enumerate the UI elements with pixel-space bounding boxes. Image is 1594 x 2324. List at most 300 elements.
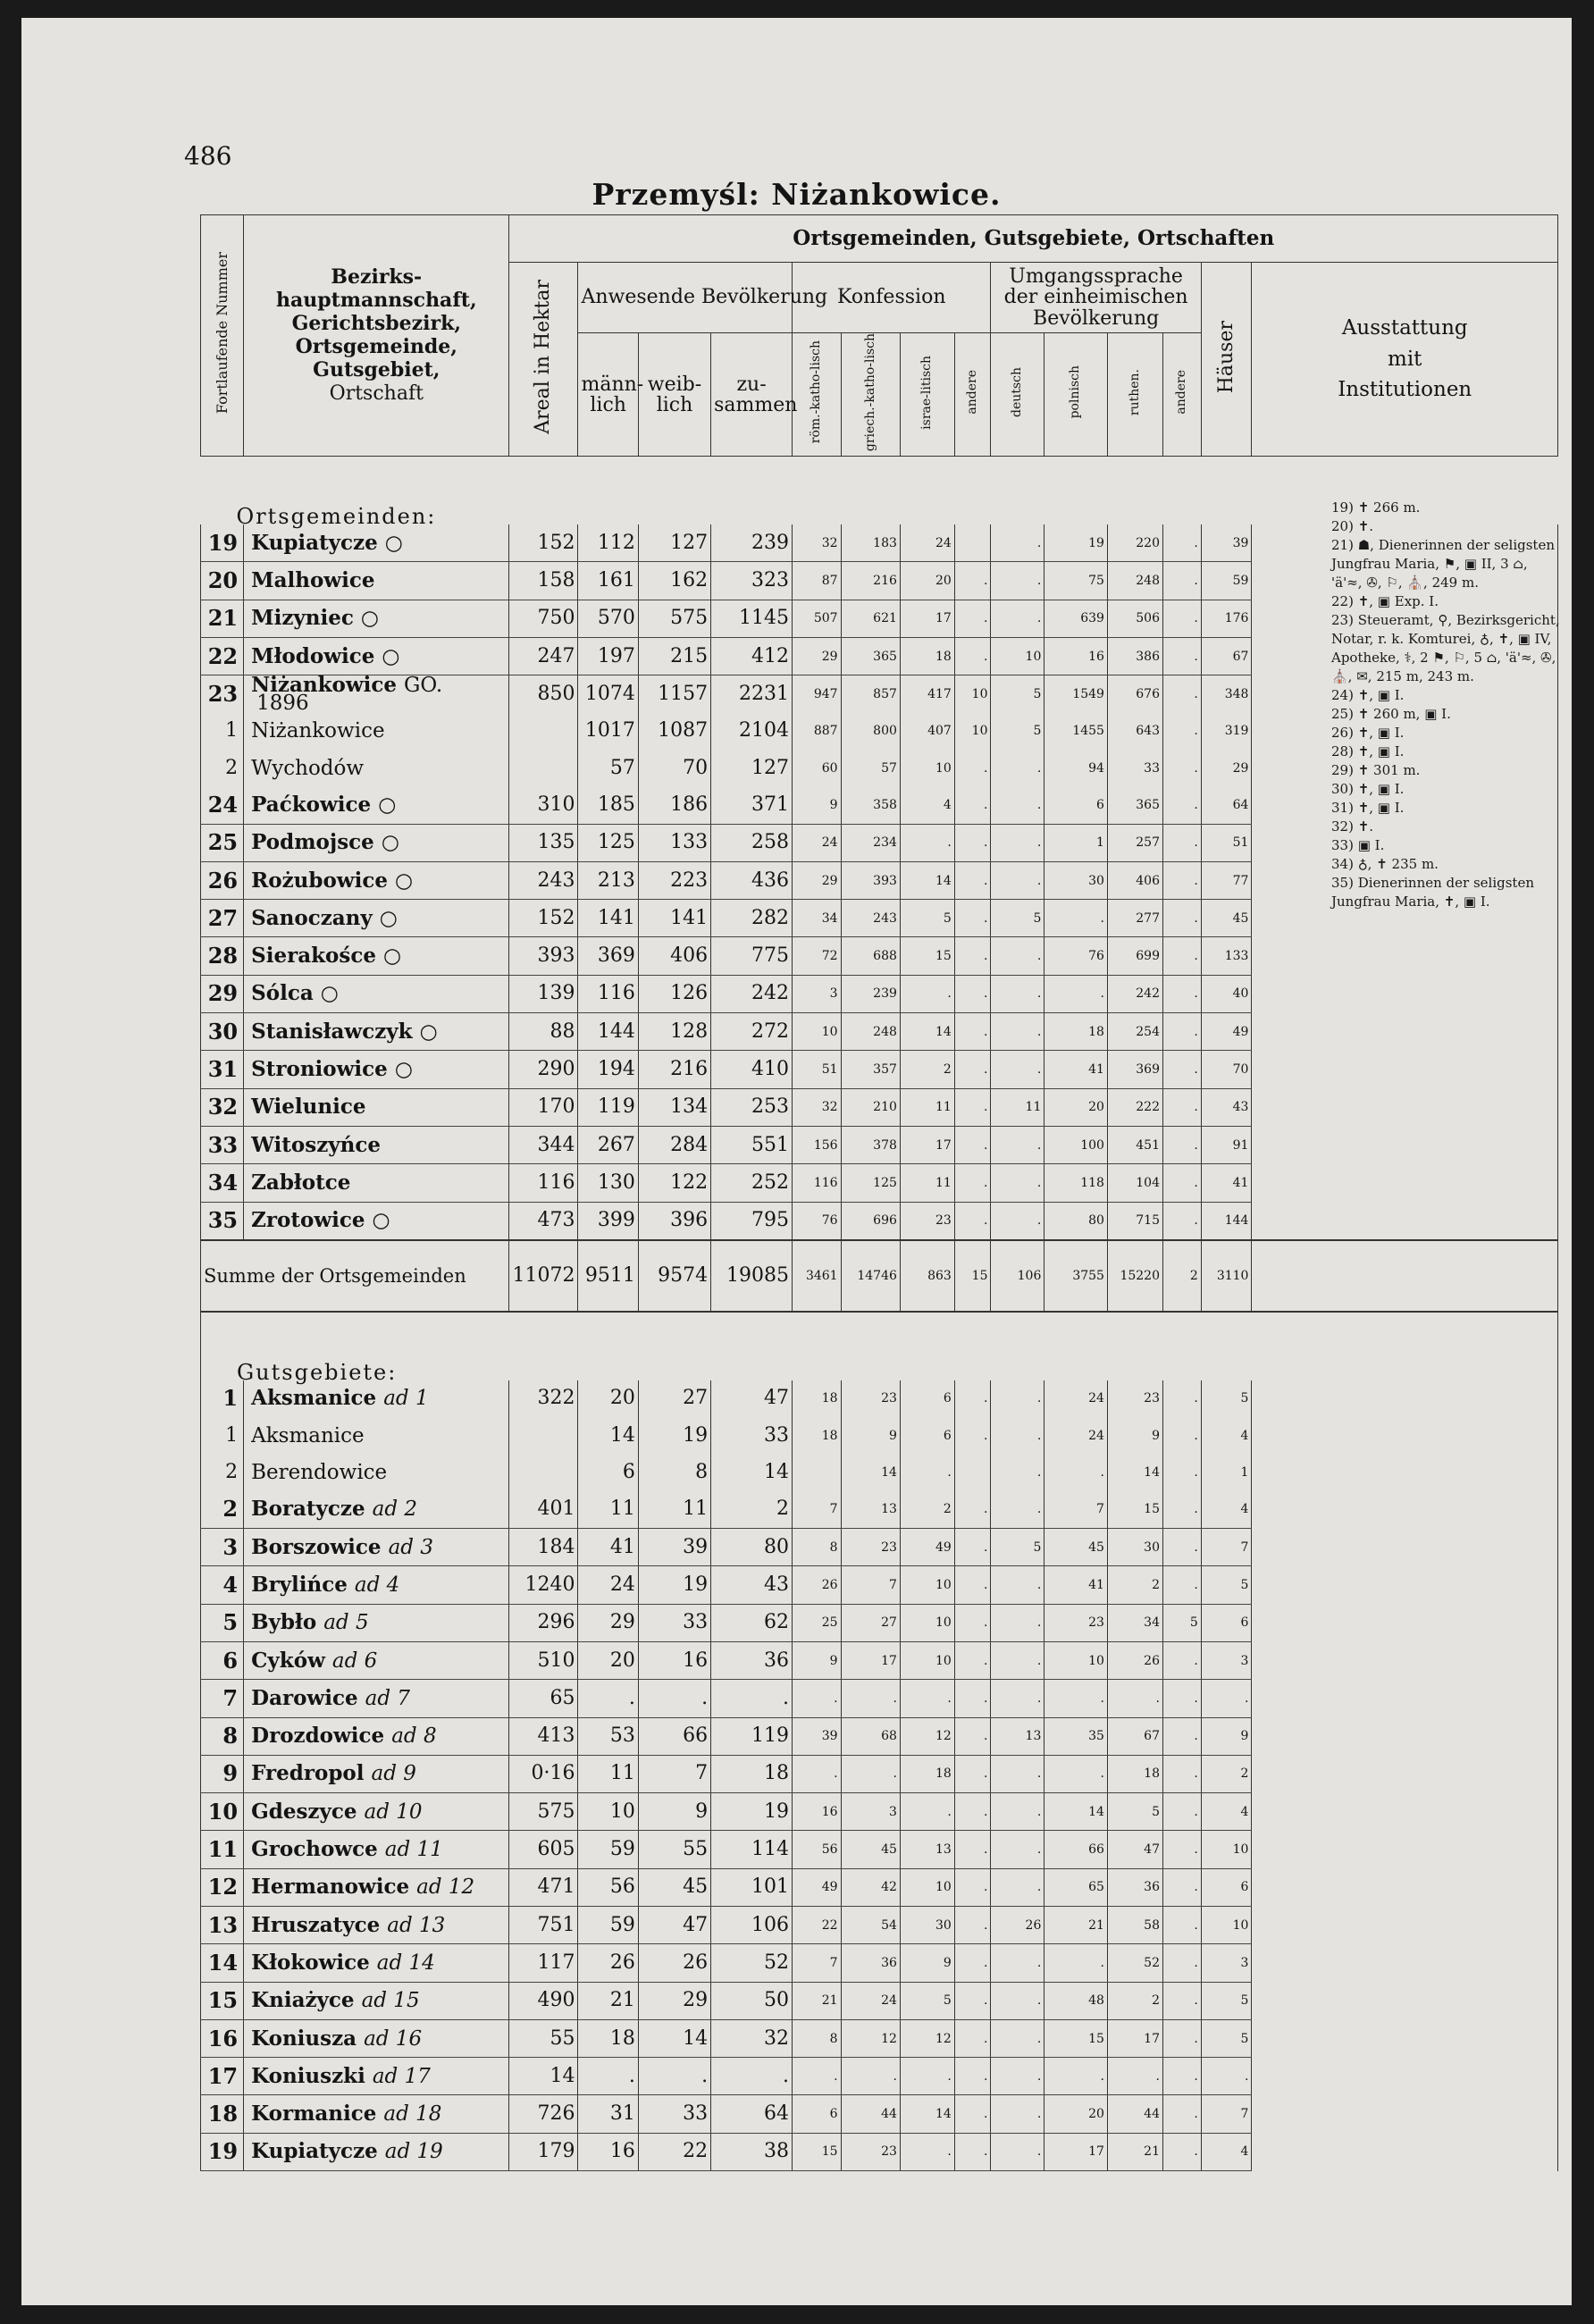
cell-pl: 75 [1044, 562, 1108, 600]
cell-w: 1157 [638, 675, 710, 713]
place-name [244, 1906, 509, 1943]
cell-isr: 12 [900, 1717, 954, 1755]
row-number: 17 [201, 2058, 244, 2095]
cell-gk: 621 [841, 600, 900, 637]
place-ad: ad 6 [331, 1649, 378, 1673]
row-number: 19 [201, 2133, 244, 2170]
place-name-text: Stanisławczyk [251, 1019, 413, 1044]
cell-ak: . [954, 638, 991, 675]
cell-ak: . [954, 2133, 991, 2170]
cell-h: 4 [1201, 1417, 1252, 1454]
cell-au: . [1162, 2019, 1201, 2057]
place-ad: ad 14 [376, 1951, 435, 1975]
cell-ausstattung [1252, 1755, 1558, 1792]
cell-au: . [1162, 562, 1201, 600]
table-row [201, 1944, 1558, 1982]
cell-h: 10 [1201, 1831, 1252, 1868]
cell-ak: . [954, 900, 991, 937]
cell-ru: 406 [1107, 861, 1162, 899]
cell-de: . [991, 2133, 1044, 2170]
cell-ausstattung [1252, 1417, 1558, 1454]
place-name-text: Boratycze [251, 1497, 365, 1522]
cell-ak: . [954, 824, 991, 861]
cell-ak: . [954, 1982, 991, 2019]
cell-areal: 473 [509, 1202, 578, 1240]
cell-de: . [991, 1380, 1044, 1417]
place-name [244, 2095, 509, 2133]
cell-h: 7 [1201, 1529, 1252, 1566]
cell-h: 29 [1201, 750, 1252, 786]
place-ad: ad 2 [372, 1498, 418, 1522]
cell-h: 9 [1201, 1717, 1252, 1755]
cell-gk: 12 [841, 2019, 900, 2057]
cell-m: 16 [578, 2133, 638, 2170]
cell-rk: 56 [793, 1831, 842, 1868]
note-entry: 24) ✝, ▣ I. [1331, 687, 1405, 703]
table-row [201, 1529, 1558, 1566]
cell-pl: 19 [1044, 524, 1108, 562]
cell-rk: . [793, 2058, 842, 2095]
cell-m: 21 [578, 1982, 638, 2019]
page-number: 486 [184, 141, 232, 171]
place-name [244, 1013, 509, 1051]
cell-rk: 8 [793, 1529, 842, 1566]
cell-rk: 7 [793, 1491, 842, 1529]
cell-rk: 72 [793, 937, 842, 975]
cell-gk: . [841, 2058, 900, 2095]
cell-rk: 15 [793, 2133, 842, 2170]
place-name-text: Niżankowice [251, 673, 398, 698]
cell-z: 19 [711, 1793, 793, 1831]
summe-rk: 3461 [793, 1240, 842, 1312]
cell-w: 126 [638, 975, 710, 1012]
cell-rk: 18 [793, 1417, 842, 1454]
row-number: 1 [201, 1417, 244, 1454]
place-name [244, 673, 509, 716]
place-name-text: Brylińce [251, 1572, 348, 1597]
cell-areal: 1240 [509, 1566, 578, 1604]
cell-h: 59 [1201, 562, 1252, 600]
cell-au: . [1162, 975, 1201, 1012]
cell-m: 197 [578, 638, 638, 675]
row-number: 30 [201, 1013, 244, 1051]
cell-de: . [991, 937, 1044, 975]
table-row [201, 2058, 1558, 2095]
cell-gk: 234 [841, 824, 900, 861]
cell-rk: 32 [793, 524, 842, 562]
cell-ru: 52 [1107, 1944, 1162, 1982]
header-nummer: Fortlaufende Nummer [201, 215, 244, 457]
place-name-text: Paćkowice [251, 792, 372, 817]
row-number: 15 [201, 1982, 244, 2019]
cell-h: 133 [1201, 937, 1252, 975]
cell-areal: 751 [509, 1906, 578, 1943]
place-name [244, 2058, 509, 2095]
cell-z: 252 [711, 1164, 793, 1202]
cell-rk: 26 [793, 1566, 842, 1604]
cell-z: 775 [711, 937, 793, 975]
cell-areal: 179 [509, 2133, 578, 2170]
table-row [201, 1793, 1558, 1831]
cell-ak: . [954, 562, 991, 600]
header-weiblich: weib- lich [638, 333, 710, 457]
cell-w: 33 [638, 1604, 710, 1641]
cell-w: 162 [638, 562, 710, 600]
cell-rk: 87 [793, 562, 842, 600]
cell-isr: . [900, 1680, 954, 1717]
cell-areal: 605 [509, 1831, 578, 1868]
cell-ru: 47 [1107, 1831, 1162, 1868]
place-ad: ad 19 [384, 2140, 443, 2164]
cell-areal: 116 [509, 1164, 578, 1202]
cell-w: 575 [638, 600, 710, 637]
row-number: 26 [201, 861, 244, 899]
cell-z: 52 [711, 1944, 793, 1982]
table-row [201, 1417, 1558, 1454]
cell-m: . [578, 1680, 638, 1717]
cell-au: . [1162, 713, 1201, 750]
cell-pl: 20 [1044, 2095, 1108, 2133]
cell-rk: 947 [793, 675, 842, 713]
cell-ak: . [954, 1793, 991, 1831]
cell-z: 1145 [711, 600, 793, 637]
cell-de: . [991, 786, 1044, 824]
place-ad: ad 9 [371, 1762, 416, 1786]
header-deutsch: deutsch [991, 333, 1044, 457]
cell-ausstattung [1252, 1717, 1558, 1755]
header-areal: Areal in Hektar [509, 263, 578, 457]
cell-isr: . [900, 824, 954, 861]
cell-h: 1 [1201, 1454, 1252, 1490]
place-name [244, 2133, 509, 2170]
cell-au: . [1162, 1013, 1201, 1051]
place-name-text: Podmojsce [251, 830, 374, 855]
cell-m: 399 [578, 1202, 638, 1240]
cell-ru: 676 [1107, 675, 1162, 713]
cell-de: . [991, 1454, 1044, 1490]
cell-rk: 9 [793, 786, 842, 824]
place-name-text: Rożubowice [251, 868, 388, 893]
cell-ru: 17 [1107, 2019, 1162, 2057]
table-row [201, 1566, 1558, 1604]
cell-au: . [1162, 786, 1201, 824]
row-number: 24 [201, 786, 244, 824]
cell-ru: 242 [1107, 975, 1162, 1012]
cell-z: 436 [711, 861, 793, 899]
cell-w: 29 [638, 1982, 710, 2019]
cell-z: 62 [711, 1604, 793, 1641]
row-number: 18 [201, 2095, 244, 2133]
cell-w: 406 [638, 937, 710, 975]
cell-m: 1074 [578, 675, 638, 713]
cell-h: . [1201, 1680, 1252, 1717]
cell-rk: 116 [793, 1164, 842, 1202]
cell-au: . [1162, 1906, 1201, 1943]
place-name [244, 1126, 509, 1163]
cell-ausstattung [1252, 1013, 1558, 1051]
cell-gk: 23 [841, 2133, 900, 2170]
cell-ru: 254 [1107, 1013, 1162, 1051]
summe-row [201, 1240, 1558, 1312]
cell-m: 59 [578, 1906, 638, 1943]
cell-gk: 125 [841, 1164, 900, 1202]
row-number: 23 [201, 675, 244, 713]
place-name [244, 1417, 509, 1454]
header-zusammen: zu- sammen [711, 333, 793, 457]
cell-ak: . [954, 1755, 991, 1792]
cell-w: 26 [638, 1944, 710, 1982]
cell-h: 67 [1201, 638, 1252, 675]
cell-w: 22 [638, 2133, 710, 2170]
cell-de: . [991, 824, 1044, 861]
place-mark: ○ [378, 793, 397, 817]
cell-m: 10 [578, 1793, 638, 1831]
cell-w: 9 [638, 1793, 710, 1831]
cell-w: 133 [638, 824, 710, 861]
cell-areal: 401 [509, 1491, 578, 1529]
row-number: 27 [201, 900, 244, 937]
cell-m: 144 [578, 1013, 638, 1051]
cell-ru: 277 [1107, 900, 1162, 937]
cell-ak: . [954, 1831, 991, 1868]
cell-au: . [1162, 2058, 1201, 2095]
cell-isr: 10 [900, 750, 954, 786]
note-entry: 20) ✝. [1331, 518, 1374, 534]
cell-w: 186 [638, 786, 710, 824]
cell-ru: 44 [1107, 2095, 1162, 2133]
cell-h: 3 [1201, 1944, 1252, 1982]
cell-de: . [991, 1051, 1044, 1088]
cell-areal [509, 1454, 578, 1490]
cell-isr: 6 [900, 1417, 954, 1454]
place-mark: ○ [382, 644, 400, 668]
place-mark: ○ [419, 1019, 438, 1044]
cell-w: 55 [638, 1831, 710, 1868]
cell-areal: 117 [509, 1944, 578, 1982]
place-name-text: Drozdowice [251, 1724, 385, 1749]
cell-gk: 68 [841, 1717, 900, 1755]
cell-ak: . [954, 1566, 991, 1604]
cell-de: . [991, 1164, 1044, 1202]
place-name [244, 1202, 509, 1240]
table-row [201, 937, 1558, 975]
table-row [201, 1641, 1558, 1679]
cell-h: 348 [1201, 675, 1252, 713]
place-name [244, 1944, 509, 1982]
cell-ausstattung [1252, 1202, 1558, 1240]
section-ortsgemeinden: Ortsgemeinden: [236, 504, 437, 530]
cell-pl: 1 [1044, 824, 1108, 861]
cell-m: 570 [578, 600, 638, 637]
table-row [201, 975, 1558, 1012]
note-entry: 31) ✝, ▣ I. [1331, 800, 1405, 816]
cell-z: 80 [711, 1529, 793, 1566]
place-name [244, 638, 509, 675]
cell-pl: 118 [1044, 1164, 1108, 1202]
cell-m: 26 [578, 1944, 638, 1982]
cell-ak: 10 [954, 675, 991, 713]
header-haeuser: Häuser [1201, 263, 1252, 457]
cell-gk: 23 [841, 1529, 900, 1566]
cell-ru: . [1107, 2058, 1162, 2095]
cell-au: . [1162, 824, 1201, 861]
cell-m: 141 [578, 900, 638, 937]
cell-au: 5 [1162, 1604, 1201, 1641]
cell-ru: 220 [1107, 524, 1162, 562]
place-mark: ○ [394, 1057, 413, 1081]
cell-gk: 13 [841, 1491, 900, 1529]
place-name-text: Mizyniec [251, 606, 354, 631]
note-entry: 33) ▣ I. [1331, 837, 1385, 853]
place-name [244, 900, 509, 937]
cell-ausstattung [1252, 1088, 1558, 1126]
cell-isr: 11 [900, 1164, 954, 1202]
cell-h: 70 [1201, 1051, 1252, 1088]
cell-au: . [1162, 900, 1201, 937]
cell-ru: 2 [1107, 1982, 1162, 2019]
cell-h: 77 [1201, 861, 1252, 899]
place-name [244, 975, 509, 1012]
note-entry: 34) ♁, ✝ 235 m. [1331, 856, 1439, 872]
place-ad: ad 17 [372, 2064, 431, 2088]
cell-ausstattung [1252, 1982, 1558, 2019]
cell-ak [954, 1454, 991, 1490]
cell-w: 396 [638, 1202, 710, 1240]
cell-w: 11 [638, 1491, 710, 1529]
cell-isr: 30 [900, 1906, 954, 1943]
place-name-text: Wychodów [251, 756, 365, 780]
cell-de: 5 [991, 713, 1044, 750]
cell-areal: 344 [509, 1126, 578, 1163]
table-row [201, 1604, 1558, 1641]
place-name [244, 824, 509, 861]
summe-m: 9511 [578, 1240, 638, 1312]
cell-m: 11 [578, 1755, 638, 1792]
cell-ausstattung [1252, 1868, 1558, 1906]
header-ausstattung: Ausstattung mit Institutionen [1252, 263, 1558, 457]
row-number: 29 [201, 975, 244, 1012]
cell-areal: 310 [509, 786, 578, 824]
cell-w: . [638, 1680, 710, 1717]
cell-de: 10 [991, 638, 1044, 675]
cell-pl: 15 [1044, 2019, 1108, 2057]
cell-w: 223 [638, 861, 710, 899]
cell-pl: 24 [1044, 1417, 1108, 1454]
cell-w: 33 [638, 2095, 710, 2133]
cell-rk: 8 [793, 2019, 842, 2057]
ausstattung-notes [1331, 499, 1560, 911]
cell-isr: 12 [900, 2019, 954, 2057]
place-ad: ad 10 [364, 1800, 423, 1824]
cell-areal: 65 [509, 1680, 578, 1717]
cell-z: 33 [711, 1417, 793, 1454]
cell-gk: 9 [841, 1417, 900, 1454]
table-row [201, 1202, 1558, 1240]
cell-ru: 30 [1107, 1529, 1162, 1566]
place-name [244, 1051, 509, 1088]
cell-areal: 170 [509, 1088, 578, 1126]
cell-gk: 696 [841, 1202, 900, 1240]
cell-isr: 417 [900, 675, 954, 713]
cell-z: 43 [711, 1566, 793, 1604]
cell-z: 36 [711, 1641, 793, 1679]
cell-pl: 45 [1044, 1529, 1108, 1566]
cell-m: . [578, 2058, 638, 2095]
row-number: 19 [201, 524, 244, 562]
place-mark: ○ [394, 868, 414, 893]
cell-pl: 94 [1044, 750, 1108, 786]
place-ad: ad 1 [383, 1387, 429, 1411]
cell-isr: 10 [900, 1566, 954, 1604]
cell-h: 2 [1201, 1755, 1252, 1792]
cell-h: 41 [1201, 1164, 1252, 1202]
cell-pl: . [1044, 1454, 1108, 1490]
cell-ausstattung [1252, 1164, 1558, 1202]
note-entry: 29) ✝ 301 m. [1331, 762, 1421, 778]
cell-pl: 14 [1044, 1793, 1108, 1831]
place-name [244, 937, 509, 975]
cell-gk: 210 [841, 1088, 900, 1126]
cell-z: 18 [711, 1755, 793, 1792]
cell-w: . [638, 2058, 710, 2095]
cell-rk: 7 [793, 1944, 842, 1982]
cell-w: 215 [638, 638, 710, 675]
cell-ausstattung [1252, 1051, 1558, 1088]
note-entry: 19) ✝ 266 m. [1331, 499, 1421, 516]
place-name-text: Zrotowice [251, 1208, 365, 1233]
cell-gk: 57 [841, 750, 900, 786]
cell-z: 242 [711, 975, 793, 1012]
note-entry: 23) Steueramt, ⚲, Bezirksgericht, Notar, r. k. Komturei, ♁, ✝, ▣ IV, Apotheke, ⚕, 2 ⚑, ⚐, 5 ⌂, 'ä'≈, ✇, ⛪, ✉, 215 m, 243 m. [1331, 612, 1560, 684]
cell-ru: 58 [1107, 1906, 1162, 1943]
cell-isr: 6 [900, 1380, 954, 1417]
cell-z: 101 [711, 1868, 793, 1906]
cell-isr: 17 [900, 600, 954, 637]
cell-au: . [1162, 1831, 1201, 1868]
place-name [244, 1604, 509, 1641]
cell-m: 116 [578, 975, 638, 1012]
cell-isr: 5 [900, 900, 954, 937]
page-title: Przemyśl: Niżankowice. [591, 177, 1002, 212]
cell-z: 282 [711, 900, 793, 937]
cell-h: 176 [1201, 600, 1252, 637]
cell-ak: . [954, 1906, 991, 1943]
cell-gk: 44 [841, 2095, 900, 2133]
cell-isr: . [900, 975, 954, 1012]
place-name-text: Niżankowice [251, 719, 385, 743]
cell-gk: 27 [841, 1604, 900, 1641]
cell-z: 323 [711, 562, 793, 600]
cell-pl: 7 [1044, 1491, 1108, 1529]
cell-ak: . [954, 2019, 991, 2057]
row-number: 25 [201, 824, 244, 861]
cell-ausstattung [1252, 937, 1558, 975]
place-name-text: Aksmanice [251, 1386, 377, 1411]
cell-de: . [991, 1126, 1044, 1163]
note-entry: 26) ✝, ▣ I. [1331, 725, 1405, 741]
summe-label: Summe der Ortsgemeinden [201, 1240, 509, 1312]
place-name-text: Zabłotce [251, 1170, 351, 1195]
place-name [244, 562, 509, 600]
cell-isr: 18 [900, 638, 954, 675]
cell-h: 49 [1201, 1013, 1252, 1051]
cell-w: 27 [638, 1380, 710, 1417]
cell-h: 64 [1201, 786, 1252, 824]
cell-pl: 35 [1044, 1717, 1108, 1755]
cell-m: 369 [578, 937, 638, 975]
cell-h: 319 [1201, 713, 1252, 750]
cell-isr: 4 [900, 786, 954, 824]
